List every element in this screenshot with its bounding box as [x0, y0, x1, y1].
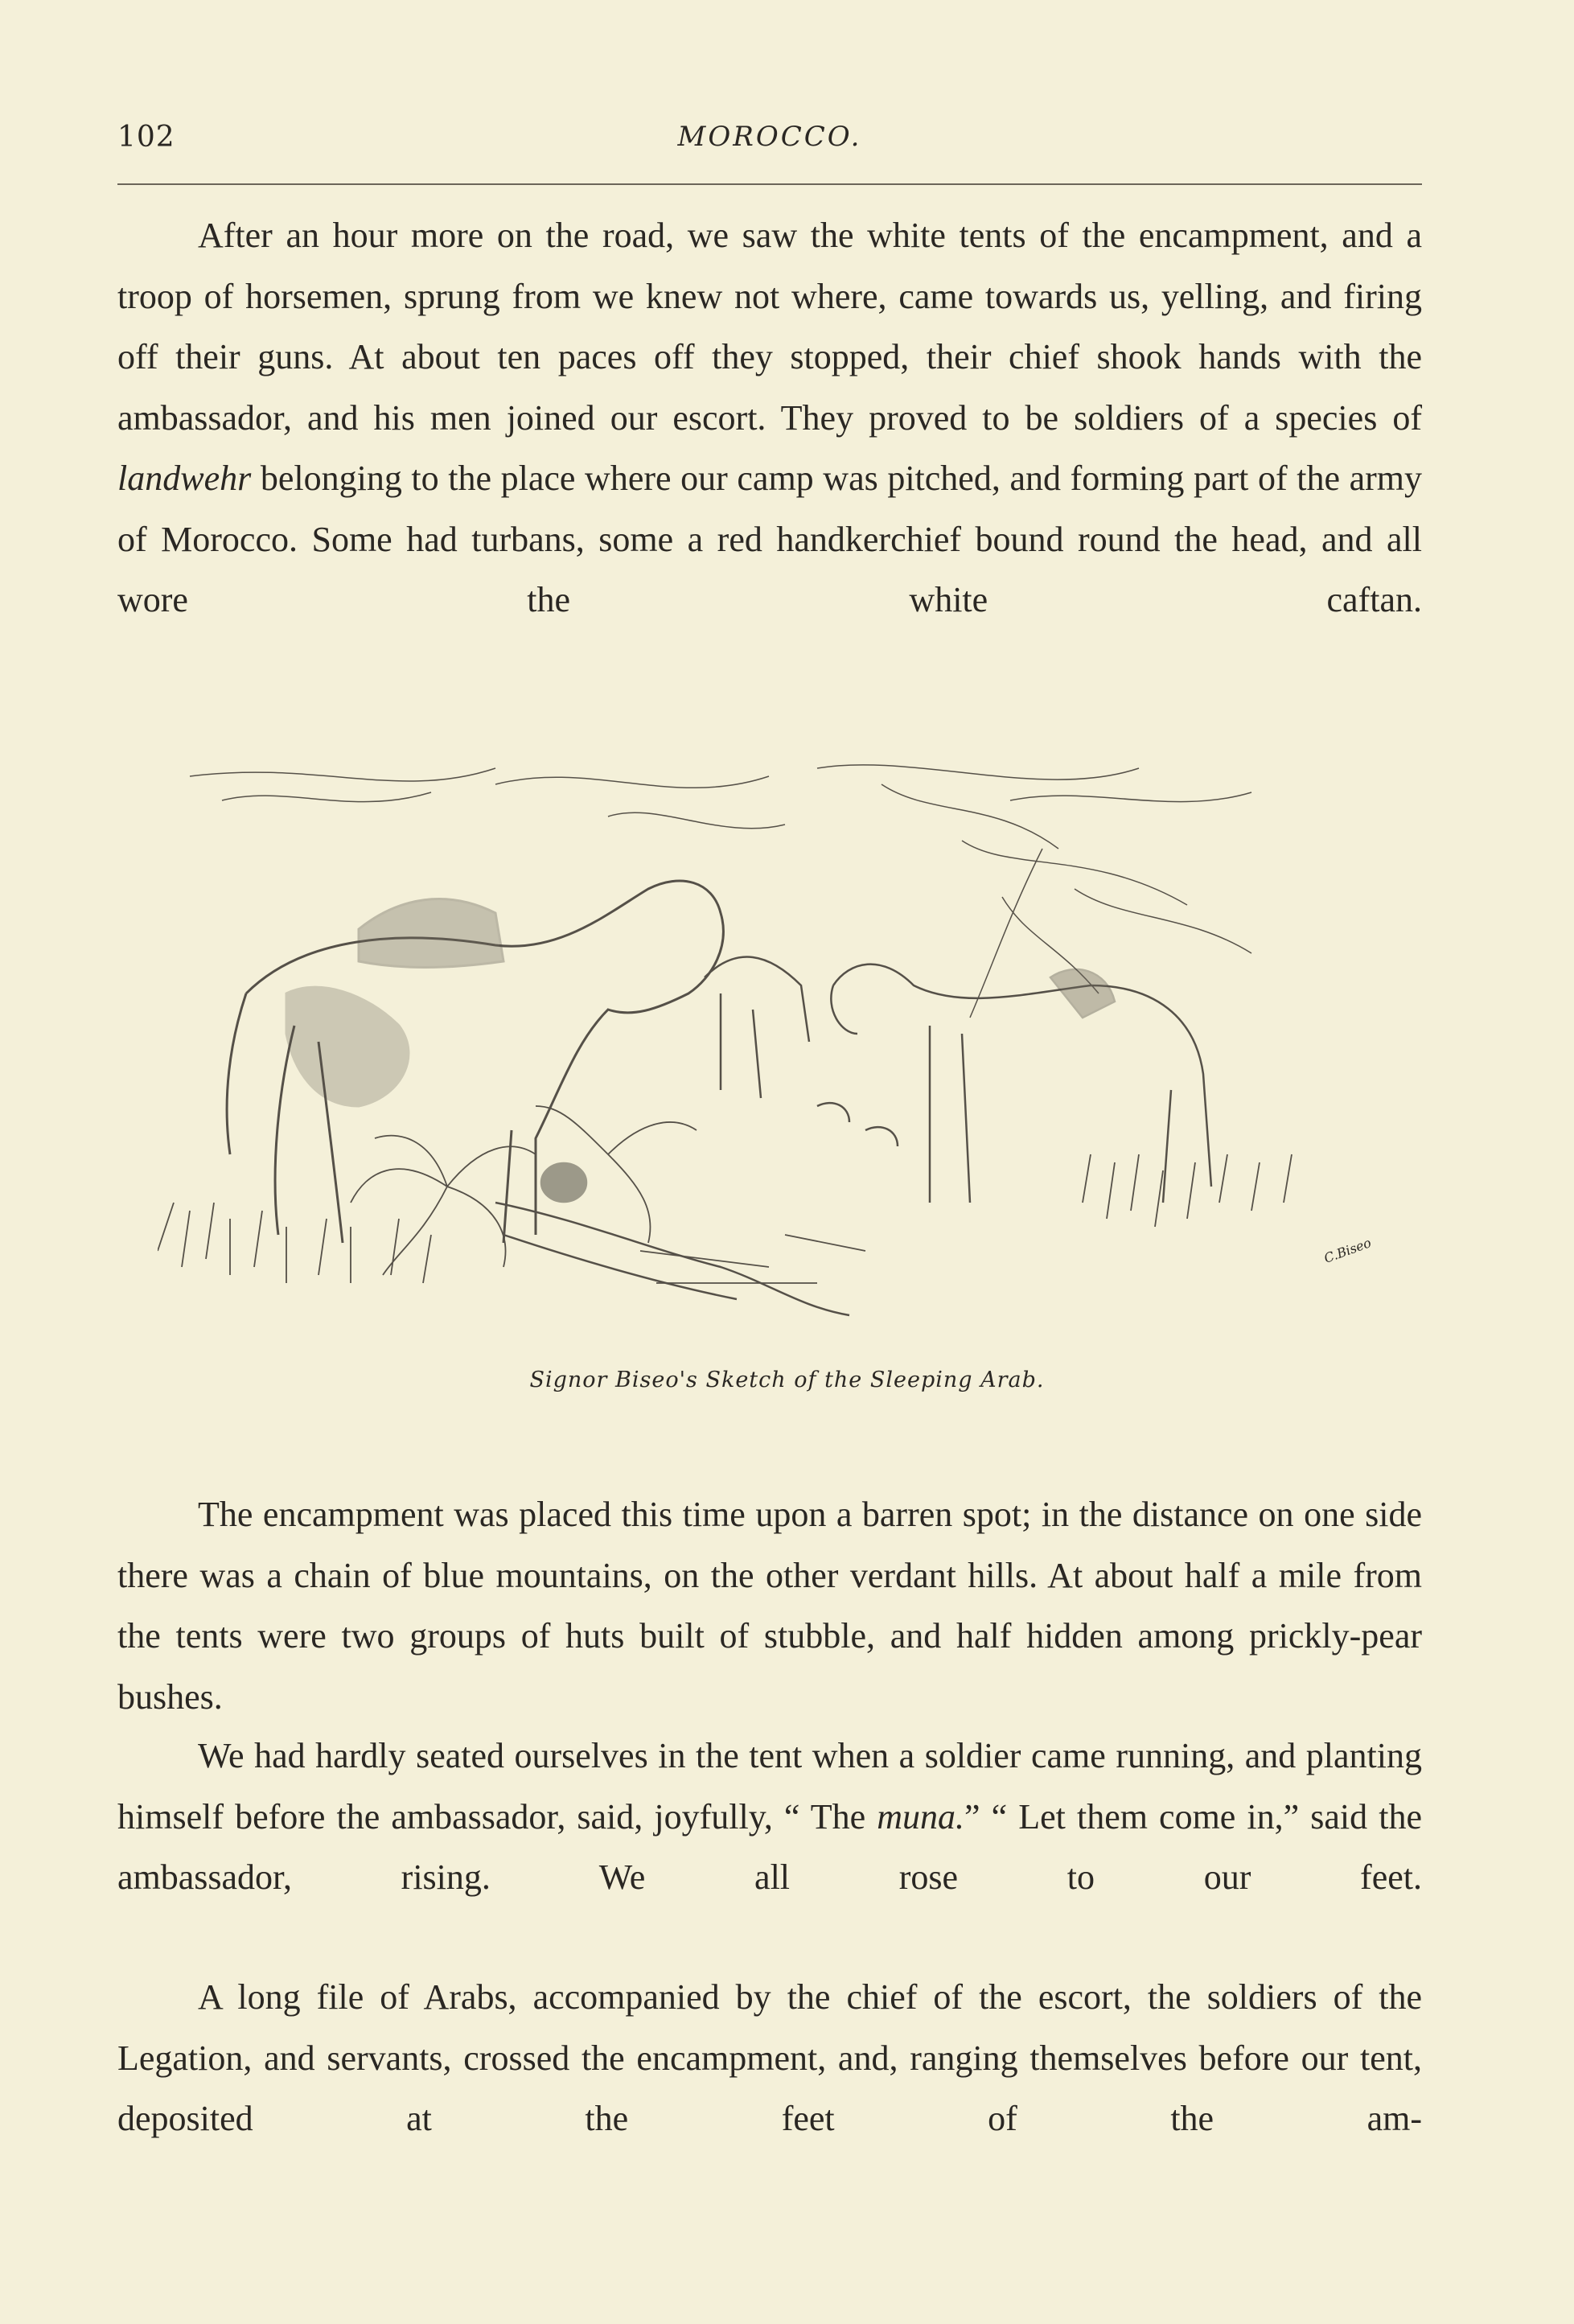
running-title: MOROCCO. [677, 121, 862, 153]
page-number: 102 [117, 121, 175, 154]
paragraph-1-text-b: belonging to the place where our camp was pitched, and forming part of the army of Morocco. Some had turbans, some a red handkerchief bound round the head, and all wore the white caftan. [117, 459, 1422, 619]
paragraph-1-text-a: After an hour more on the road, we saw the white tents of the encampment, and a troop of horsemen, sprung from we knew not where, came towards us, yelling, and firing off their guns. At about ten paces off they stopped, their chief shook hands with the ambassador, and his men joined our escort. They proved to be soldiers of a species of [117, 216, 1422, 438]
artist-signature: C.Biseo [1321, 1235, 1374, 1266]
dark-horse [227, 881, 723, 1243]
paragraph-3 [117, 1726, 1422, 1908]
light-horses [705, 957, 1211, 1203]
paragraph-2: The encampment was placed this time upon a barren spot; in the distance on one side there was a chain of blue mountains, on the other verdant hills. At about half a mile from the tents were two groups of huts built of stubble, and half hidden among prickly-pear bushes. [117, 1495, 1422, 1717]
figure-caption: Signor Biseo's Sketch of the Sleeping Arab. [529, 1368, 1045, 1392]
paragraph-1 [117, 205, 1422, 631]
paragraph-4: A long file of Arabs, accompanied by the chief of the escort, the soldiers of the Legation, and servants, crossed the encampment, and, ranging themselves before our tent, deposited at the feet of the am- [117, 1977, 1422, 2138]
header-rule [117, 183, 1422, 185]
paragraph-3-text-a: We had hardly seated ourselves in the tent when a soldier came running, and planting himself before the ambassador, said, joyfully, “ The [117, 1736, 1422, 1837]
paragraph-1-italic: landwehr [117, 459, 252, 498]
page-header [117, 121, 1422, 161]
paragraph-3-italic: muna. [877, 1796, 965, 1837]
engraving-illustration [158, 752, 1388, 1331]
paragraph-3-text-b: ” “ Let them come in,” said the ambassador, rising. We all rose to our feet. [117, 1796, 1422, 1897]
grass-foreground [158, 1106, 1292, 1283]
